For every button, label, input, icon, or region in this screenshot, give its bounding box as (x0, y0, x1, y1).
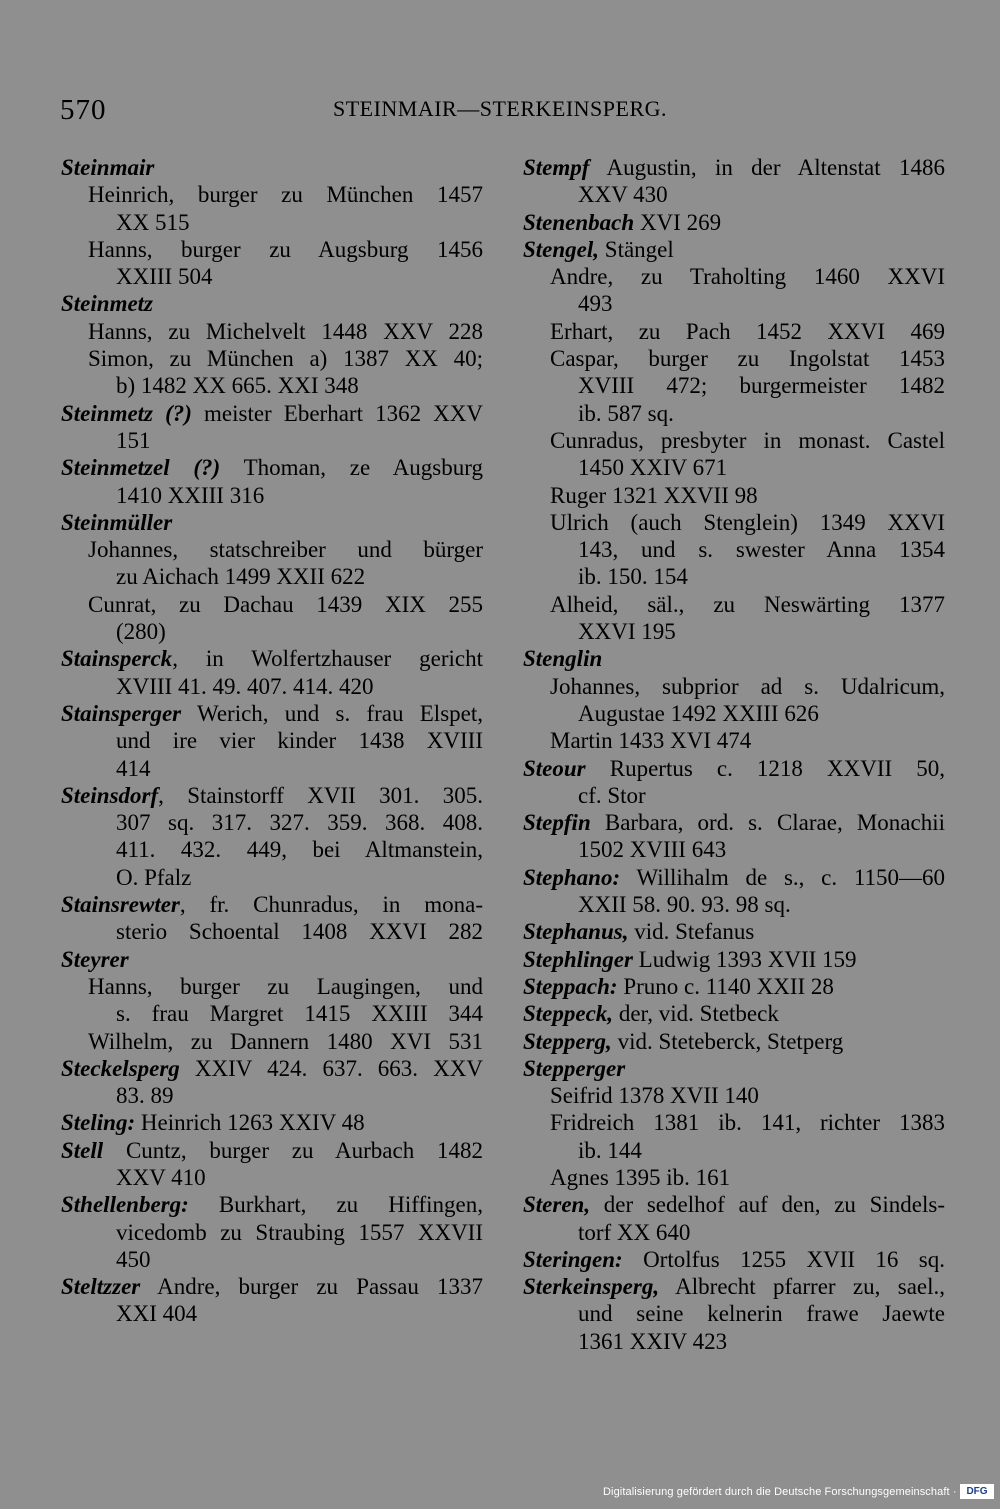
index-line (61, 563, 483, 590)
index-keyword: Steringen: (523, 1246, 623, 1272)
funding-note: Digitalisierung gefördert durch die Deutsche Forschungsgemeinschaft · (603, 1486, 957, 1498)
index-text: 1361 XXIV 423 (578, 1328, 728, 1354)
index-text: cf. Stor (578, 782, 646, 808)
index-line (61, 263, 483, 290)
index-keyword: Steyrer (61, 946, 129, 972)
page-number: 570 (60, 94, 107, 126)
index-keyword: Steinmüller (61, 509, 173, 535)
index-text: Ulrich (auch Stenglein) 1349 XXVI (550, 509, 945, 535)
index-line (523, 1300, 945, 1327)
index-text: b) 1482 XX 665. XXI 348 (116, 373, 359, 399)
index-text: 1410 XXIII 316 (116, 482, 265, 508)
index-text: ib. 150. 154 (578, 564, 688, 590)
index-text: , Stainstorff XVII 301. 305. (158, 782, 483, 808)
index-line (61, 973, 483, 1000)
index-line (523, 454, 945, 481)
index-line (61, 645, 483, 672)
index-text: vid. Steteberck, Stetperg (611, 1028, 844, 1054)
index-line (523, 1000, 945, 1027)
index-text: XX 515 (116, 209, 190, 235)
index-line (523, 755, 945, 782)
index-line (523, 1328, 945, 1355)
index-line (523, 1137, 945, 1164)
index-line (523, 181, 945, 208)
index-text: Seifrid 1378 XVII 140 (550, 1083, 759, 1109)
index-line (61, 372, 483, 399)
index-line (61, 809, 483, 836)
right-column (523, 154, 945, 1355)
dfg-logo: DFG (960, 1484, 994, 1499)
index-line (61, 782, 483, 809)
index-keyword: Steinmair (61, 155, 155, 180)
index-line (61, 1191, 483, 1218)
index-line (523, 1246, 945, 1273)
index-keyword: Stephano: (523, 864, 621, 890)
index-line (523, 1219, 945, 1246)
index-text: 1502 XVIII 643 (578, 837, 727, 863)
index-keyword: Steckelsperg (61, 1055, 180, 1081)
index-text: Barbara, ord. s. Clarae, Monachii (590, 810, 945, 836)
index-line (523, 864, 945, 891)
index-line (61, 454, 483, 481)
index-line (61, 591, 483, 618)
index-line (523, 345, 945, 372)
index-line (61, 946, 483, 973)
index-text: 450 (116, 1246, 151, 1272)
index-text: vid. Stefanus (628, 919, 755, 945)
index-text: XXV 410 (116, 1164, 206, 1190)
index-text: 411. 432. 449, bei Altmanstein, (116, 837, 483, 863)
index-line (61, 700, 483, 727)
index-text: Thoman, ze Augsburg (220, 455, 483, 481)
index-text: Willihalm de s., c. 1150—60 (620, 864, 945, 890)
index-text: der, vid. Stetbeck (613, 1001, 779, 1027)
index-line (523, 891, 945, 918)
index-line (61, 864, 483, 891)
index-keyword: Stell (61, 1137, 104, 1163)
index-line (523, 400, 945, 427)
index-line (523, 154, 945, 181)
index-text: XXI 404 (116, 1301, 198, 1327)
index-text: Burkhart, zu Hiffingen, (188, 1192, 483, 1218)
index-line (61, 1137, 483, 1164)
index-text: 151 (116, 427, 151, 453)
index-line (61, 891, 483, 918)
index-keyword: Stepfin (523, 810, 591, 836)
index-line (61, 482, 483, 509)
index-text: Augustin, in der Altenstat 1486 (589, 155, 945, 180)
index-text: der sedelhof auf den, zu Sindels- (590, 1192, 945, 1218)
index-line (523, 973, 945, 1000)
index-line (523, 372, 945, 399)
index-keyword: Steppach: (523, 973, 618, 999)
left-column (61, 154, 483, 1328)
index-text: sterio Schoental 1408 XXVI 282 (116, 919, 483, 945)
index-line (523, 1273, 945, 1300)
index-line (523, 700, 945, 727)
index-line (61, 618, 483, 645)
index-line (523, 1164, 945, 1191)
index-text: Cuntz, burger zu Aurbach 1482 (103, 1137, 483, 1163)
index-text: s. frau Margret 1415 XXIII 344 (116, 1001, 483, 1027)
index-line (61, 181, 483, 208)
index-line (523, 509, 945, 536)
index-line (523, 836, 945, 863)
index-keyword: Steinsdorf (61, 782, 159, 808)
index-text: 493 (578, 291, 613, 317)
index-keyword: Stepperg, (523, 1028, 612, 1054)
index-keyword: Stempf (523, 155, 590, 180)
index-line (61, 209, 483, 236)
index-keyword: Steinmetz (61, 291, 154, 317)
index-text: , fr. Chunradus, in mona- (179, 892, 483, 918)
index-text: ib. 587 sq. (578, 400, 674, 426)
index-line (61, 1028, 483, 1055)
index-text: Erhart, zu Pach 1452 XXVI 469 (550, 318, 945, 344)
index-line (61, 1109, 483, 1136)
index-text: Werich, und s. frau Elspet, (181, 700, 483, 726)
index-line (523, 536, 945, 563)
index-line (61, 755, 483, 782)
index-line (61, 400, 483, 427)
index-keyword: Stainsperck (61, 646, 173, 672)
index-text: O. Pfalz (116, 864, 192, 890)
index-line (61, 154, 483, 181)
index-line (523, 645, 945, 672)
index-text: Heinrich, burger zu München 1457 (88, 182, 483, 208)
index-keyword: Stephanus, (523, 919, 629, 945)
index-text: , in Wolfertzhauser gericht (172, 646, 483, 672)
index-line (61, 673, 483, 700)
index-text: Hanns, burger zu Laugingen, und (88, 973, 483, 999)
index-keyword: Steltzzer (61, 1274, 141, 1300)
index-line (61, 1300, 483, 1327)
index-text: Hanns, zu Michelvelt 1448 XXV 228 (88, 318, 483, 344)
index-text: 307 sq. 317. 327. 359. 368. 408. (116, 810, 483, 836)
index-text: 1450 XXIV 671 (578, 455, 728, 481)
index-text: Andre, burger zu Passau 1337 (140, 1274, 483, 1300)
index-text: 83. 89 (116, 1083, 174, 1109)
index-text: Fridreich 1381 ib. 141, richter 1383 (550, 1110, 945, 1136)
index-text: Alheid, säl., zu Neswärting 1377 (550, 591, 945, 617)
index-line (523, 1055, 945, 1082)
index-text: torf XX 640 (578, 1219, 691, 1245)
index-text: XVIII 41. 49. 407. 414. 420 (116, 673, 374, 699)
index-line (523, 1109, 945, 1136)
index-keyword: Stainsrewter (61, 892, 180, 918)
index-line (61, 918, 483, 945)
index-keyword: Stephlinger (523, 946, 633, 972)
index-line (61, 318, 483, 345)
index-text: Augustae 1492 XXIII 626 (578, 700, 819, 726)
index-text: Cunrat, zu Dachau 1439 XIX 255 (88, 591, 483, 617)
index-line (61, 1082, 483, 1109)
index-text: XVI 269 (634, 209, 722, 235)
index-text: 143, und s. swester Anna 1354 (578, 537, 945, 563)
index-line (523, 618, 945, 645)
index-text: XXII 58. 90. 93. 98 sq. (578, 892, 791, 918)
index-line (523, 946, 945, 973)
index-line (523, 591, 945, 618)
index-line (523, 263, 945, 290)
index-text: Ludwig 1393 XVII 159 (632, 946, 857, 972)
index-line (523, 563, 945, 590)
index-text: und ire vier kinder 1438 XVIII (116, 728, 483, 754)
index-text: Albrecht pfarrer zu, sael., (659, 1274, 945, 1300)
index-line (523, 809, 945, 836)
index-line (523, 236, 945, 263)
index-line (61, 1164, 483, 1191)
index-text: zu Aichach 1499 XXII 622 (116, 564, 366, 590)
index-text: Rupertus c. 1218 XXVII 50, (585, 755, 945, 781)
index-keyword: Sterkeinsperg, (523, 1274, 660, 1300)
index-line (523, 673, 945, 700)
index-keyword: Steinmetz (?) (61, 400, 192, 426)
index-text: Ortolfus 1255 XVII 16 sq. (622, 1246, 945, 1272)
index-line (61, 236, 483, 263)
index-text: Johannes, subprior ad s. Udalricum, (550, 673, 945, 699)
index-text: Johannes, statschreiber und bürger (88, 537, 483, 563)
index-line (61, 836, 483, 863)
index-line (61, 1273, 483, 1300)
index-line (61, 536, 483, 563)
index-keyword: Stenglin (523, 646, 603, 672)
index-text: XXIII 504 (116, 264, 213, 290)
index-keyword: Stepperger (523, 1055, 626, 1081)
index-text: Martin 1433 XVI 474 (550, 728, 752, 754)
index-line (61, 427, 483, 454)
index-text: Andre, zu Traholting 1460 XXVI (550, 264, 945, 290)
index-keyword: Sthellenberg: (61, 1192, 189, 1218)
index-keyword: Steinmetzel (?) (61, 455, 221, 481)
index-text: Hanns, burger zu Augsburg 1456 (88, 236, 483, 262)
index-text: 414 (116, 755, 151, 781)
index-text: Cunradus, presbyter in monast. Castel (550, 427, 945, 453)
index-line (523, 782, 945, 809)
index-text: Wilhelm, zu Dannern 1480 XVI 531 (88, 1028, 483, 1054)
index-line (61, 727, 483, 754)
index-keyword: Stenenbach (523, 209, 635, 235)
index-keyword: Stainsperger (61, 700, 182, 726)
index-text: XXIV 424. 637. 663. XXV (179, 1055, 483, 1081)
running-head: STEINMAIR—STERKEINSPERG. (332, 96, 668, 121)
index-line (523, 1028, 945, 1055)
index-text: XXVI 195 (578, 619, 676, 645)
index-line (61, 345, 483, 372)
index-line (523, 727, 945, 754)
index-text: ib. 144 (578, 1137, 642, 1163)
index-keyword: Stengel, (523, 236, 600, 262)
index-line (61, 290, 483, 317)
index-keyword: Steppeck, (523, 1001, 614, 1027)
index-line (523, 209, 945, 236)
index-line (61, 509, 483, 536)
index-line (523, 482, 945, 509)
index-line (523, 918, 945, 945)
index-text: Stängel (599, 236, 674, 262)
index-text: Ruger 1321 XXVII 98 (550, 482, 758, 508)
index-text: und seine kelnerin frawe Jaewte (578, 1301, 945, 1327)
index-line (61, 1219, 483, 1246)
index-text: XXV 430 (578, 182, 668, 208)
index-keyword: Steour (523, 755, 586, 781)
index-line (61, 1000, 483, 1027)
index-text: Caspar, burger zu Ingolstat 1453 (550, 346, 945, 372)
index-text: Agnes 1395 ib. 161 (550, 1164, 731, 1190)
index-text: Heinrich 1263 XXIV 48 (135, 1110, 365, 1136)
index-text: XVIII 472; burgermeister 1482 (578, 373, 945, 399)
index-line (523, 1082, 945, 1109)
index-keyword: Steling: (61, 1110, 136, 1136)
index-text: Simon, zu München a) 1387 XX 40; (88, 346, 483, 372)
index-line (523, 290, 945, 317)
index-line (61, 1246, 483, 1273)
index-keyword: Steren, (523, 1192, 591, 1218)
index-text: meister Eberhart 1362 XXV (191, 400, 483, 426)
index-text: (280) (116, 619, 166, 645)
index-line (523, 318, 945, 345)
index-line (523, 427, 945, 454)
index-line (523, 1191, 945, 1218)
index-text: vicedomb zu Straubing 1557 XXVII (116, 1219, 483, 1245)
index-line (61, 1055, 483, 1082)
index-text: Pruno c. 1140 XXII 28 (617, 973, 834, 999)
